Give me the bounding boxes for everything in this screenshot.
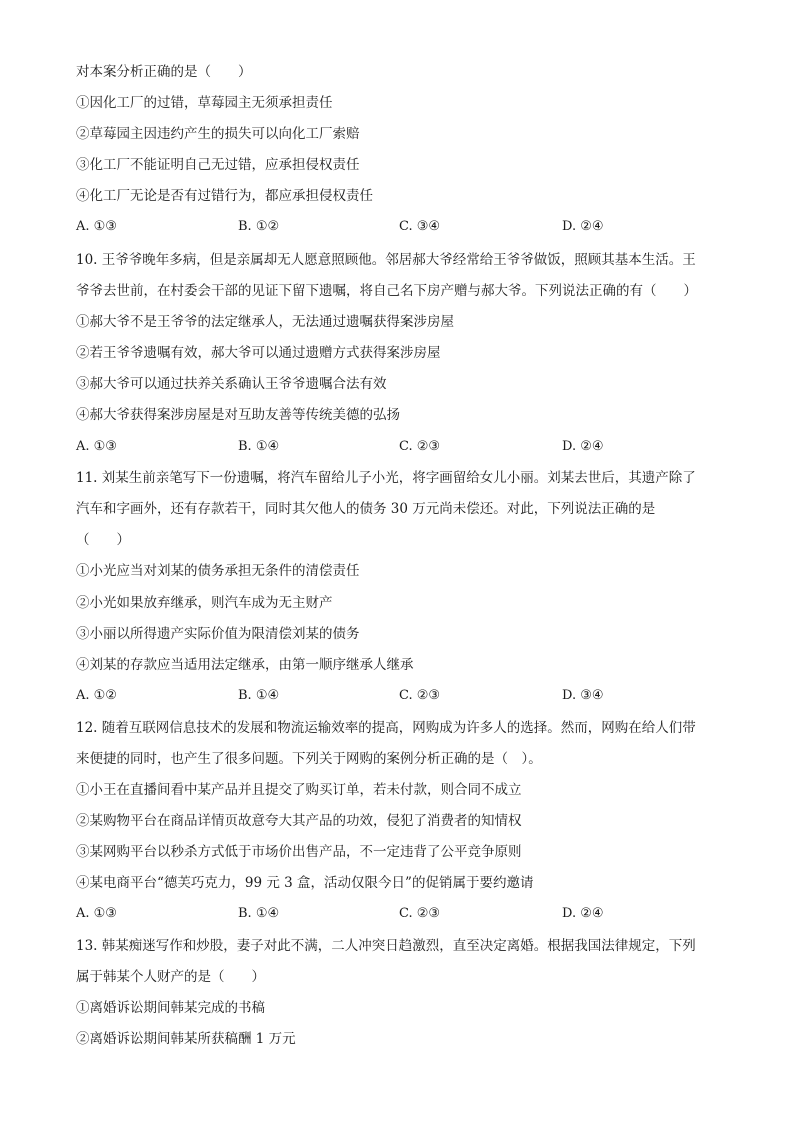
q11-option-c: C. ②③: [399, 688, 441, 703]
q10-statement-3: ③郝大爷可以通过扶养关系确认王爷爷遗嘱合法有效: [76, 376, 387, 392]
q13-stem-line-1: 13. 韩某痴迷写作和炒股，妻子对此不满，二人冲突日趋激烈，直至决定离婚。根据我国法律规定，下列: [76, 938, 696, 954]
q11-option-b: B. ①④: [238, 688, 280, 703]
option-c: C. ③④: [399, 219, 441, 234]
statement-2: ②草莓园主因违约产生的损失可以向化工厂索赔: [76, 126, 360, 142]
q11-statement-1: ①小光应当对刘某的债务承担无条件的清偿责任: [76, 563, 360, 579]
option-a: A. ①③: [76, 219, 117, 234]
q13-stem-line-2: 属于韩某个人财产的是（ ）: [76, 969, 265, 985]
q10-statement-1: ①郝大爷不是王爷爷的法定继承人，无法通过遗嘱获得案涉房屋: [76, 314, 454, 330]
q11-statement-4: ④刘某的存款应当适用法定继承，由第一顺序继承人继承: [76, 657, 414, 673]
q10-statement-2: ②若王爷爷遗嘱有效，郝大爷可以通过遗赠方式获得案涉房屋: [76, 345, 441, 361]
q10-stem-line-1: 10. 王爷爷晚年多病，但是亲属却无人愿意照顾他。邻居郝大爷经常给王爷爷做饭，照顾其基本生活。王: [76, 252, 696, 268]
statement-1: ①因化工厂的过错，草莓园主无须承担责任: [76, 95, 333, 111]
q10-option-d: D. ②④: [562, 439, 604, 454]
q12-stem-line-1: 12. 随着互联网信息技术的发展和物流运输效率的提高，网购成为许多人的选择。然而，网购在给人们带: [76, 720, 696, 736]
q11-statement-3: ③小丽以所得遗产实际价值为限清偿刘某的债务: [76, 626, 360, 642]
q12-option-d: D. ②④: [562, 906, 604, 921]
q12-option-b: B. ①④: [238, 906, 280, 921]
q11-stem-line-2: 汽车和字画外，还有存款若干，同时其欠他人的债务 30 万元尚未偿还。对此，下列说法正确的是: [76, 501, 656, 517]
q12-option-a: A. ①③: [76, 906, 117, 921]
q11-option-a: A. ①②: [76, 688, 117, 703]
q13-statement-1: ①离婚诉讼期间韩某完成的书稿: [76, 1000, 265, 1016]
q12-stem-line-2: 来便捷的同时，也产生了很多问题。下列关于网购的案例分析正确的是（ ）。: [76, 751, 542, 767]
q13-statement-2: ②离婚诉讼期间韩某所获稿酬 1 万元: [76, 1031, 296, 1047]
q12-statement-1: ①小王在直播间看中某产品并且提交了购买订单，若未付款，则合同不成立: [76, 782, 522, 798]
q11-statement-2: ②小光如果放弃继承，则汽车成为无主财产: [76, 595, 333, 611]
option-d: D. ②④: [562, 219, 604, 234]
q12-statement-3: ③某网购平台以秒杀方式低于市场价出售产品，不一定违背了公平竞争原则: [76, 844, 522, 860]
q12-statement-4: ④某电商平台“德芙巧克力，99 元 3 盒，活动仅限今日”的促销属于要约邀请: [76, 875, 534, 891]
option-b: B. ①②: [238, 219, 280, 234]
q12-statement-2: ②某购物平台在商品详情页故意夸大其产品的功效，侵犯了消费者的知情权: [76, 813, 522, 829]
q11-stem-line-1: 11. 刘某生前亲笔写下一份遗嘱，将汽车留给儿子小光，将字画留给女儿小丽。刘某去世后，其遗产除了: [76, 470, 696, 486]
q10-option-c: C. ②③: [399, 439, 441, 454]
q12-option-c: C. ②③: [399, 906, 441, 921]
q11-stem-line-3: （ ）: [76, 532, 130, 548]
q10-option-a: A. ①③: [76, 439, 117, 454]
q10-option-b: B. ①④: [238, 439, 280, 454]
statement-4: ④化工厂无论是否有过错行为，都应承担侵权责任: [76, 188, 373, 204]
q10-statement-4: ④郝大爷获得案涉房屋是对互助友善等传统美德的弘扬: [76, 407, 400, 423]
question-stem: 对本案分析正确的是（ ）: [76, 64, 252, 80]
statement-3: ③化工厂不能证明自己无过错，应承担侵权责任: [76, 157, 360, 173]
q10-stem-line-2: 爷爷去世前，在村委会干部的见证下留下遗嘱，将自己名下房产赠与郝大爷。下列说法正确的有（ ）: [76, 283, 697, 299]
q11-option-d: D. ③④: [562, 688, 604, 703]
